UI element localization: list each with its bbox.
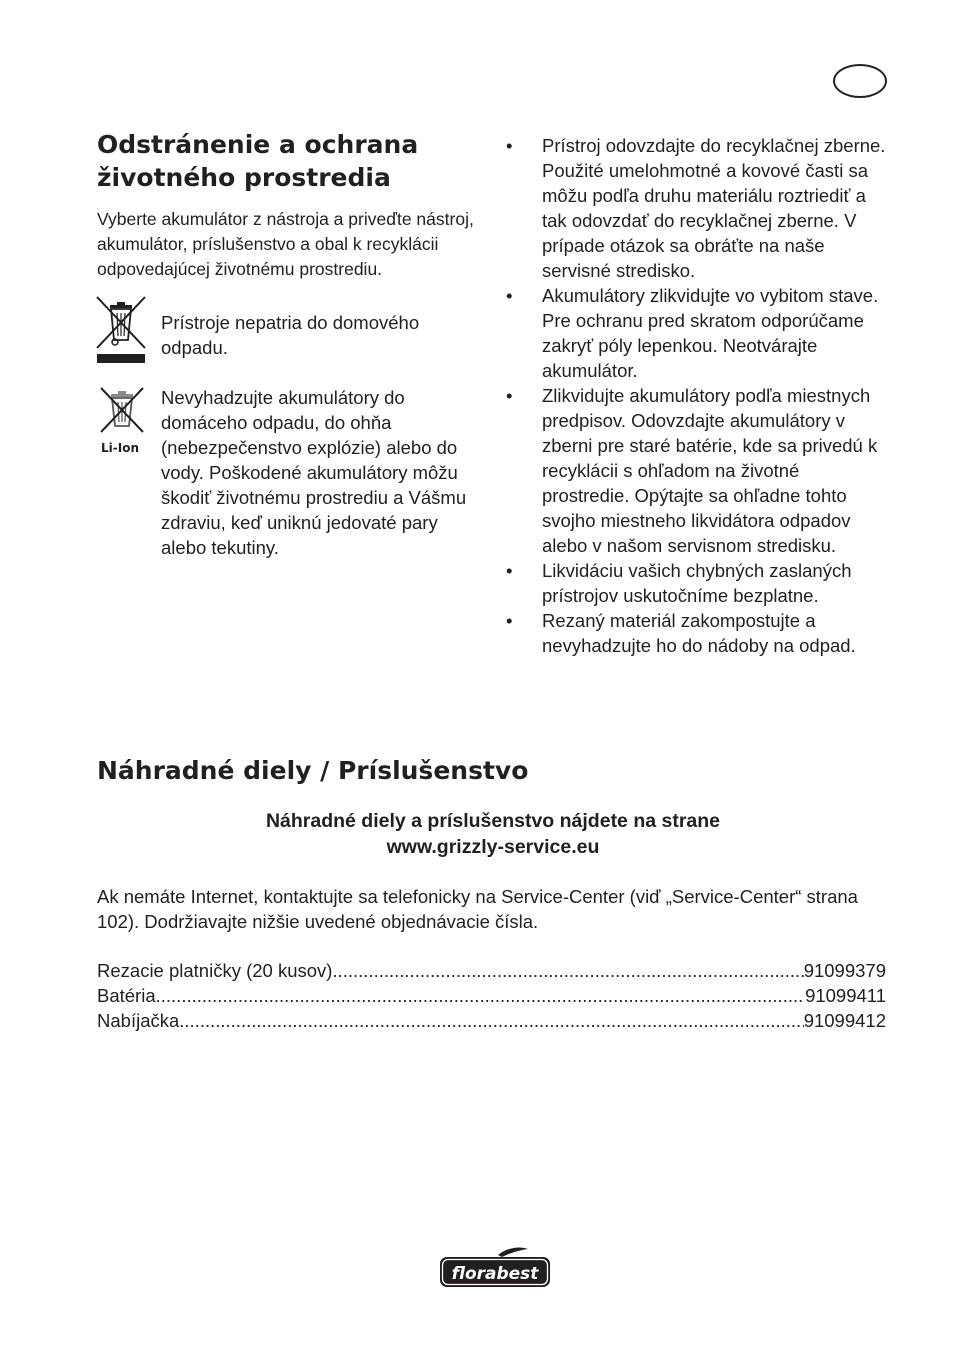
li-ion-label: Li-Ion [101, 441, 139, 455]
part-name: Rezacie platničky (20 kusov) [97, 960, 333, 981]
environment-heading: Odstránenie a ochrana životného prostredia [97, 130, 419, 192]
part-name: Nabíjačka [97, 1010, 180, 1031]
list-item [97, 983, 886, 1008]
bullet-dot: • [506, 385, 513, 406]
battery-note: Nevyhadzujte akumulátory do domáceho odpadu, do ohňa (nebezpečenstvo explózie) alebo do vody. Poškodené akumulátory môžu škodiť životnému prostrediu a Vášmu zdraviu, keď uniknú jedovaté pary alebo tekutiny. [161, 387, 467, 558]
language-badge [833, 64, 887, 98]
spare-parts-notice [97, 808, 889, 860]
parts-list [97, 958, 886, 1033]
list-item: • Prístroj odovzdajte do recyklačnej zberne. Použité umelohmotné a kovové časti sa môžu podľa druhu materiálu roztriediť a tak odovzdať do recyklačnej zberne. V prípade otázok sa obráťte na naše servisné stredisko. [506, 135, 886, 281]
list-item: • Likvidáciu vašich chybných zaslaných prístrojov uskutočníme bezplatne. [506, 560, 852, 606]
list-item: • Akumulátory zlikvidujte vo vybitom stave. Pre ochranu pred skratom odporúčame zakryť póly lepenkou. Neotvárajte akumulátor. [506, 285, 879, 381]
part-number: 91099379 [803, 960, 886, 981]
bullet-dot: • [506, 135, 513, 156]
disposal-bullet-list [506, 133, 891, 658]
environment-intro: Vyberte akumulátor z nástroja a priveďte nástroj, akumulátor, príslušenstvo a obal k recyklácii odpovedajúcej životnému prostrediu. [97, 209, 474, 279]
bullet-dot: • [506, 560, 513, 581]
list-item [97, 958, 886, 983]
bullet-dot: • [506, 610, 513, 631]
bin-note: Prístroje nepatria do domového odpadu. [161, 312, 420, 358]
contact-note: Ak nemáte Internet, kontaktujte sa telefonicky na Service-Center (viď „Service-Center“ strana 102). Dodržiavajte nižšie uvedené objednávacie čísla. [97, 886, 858, 932]
part-number: 91099411 [805, 985, 886, 1006]
bullet-dot: • [506, 285, 513, 306]
list-item: • Zlikvidujte akumulátory podľa miestnych predpisov. Odovzdajte akumulátory v zberni pre staré batérie, kde sa privedú k recyklácii s ohľadom na životné prostredie. Opýtajte sa ohľadne tohto svojho miestneho likvidátora odpadov alebo v našom servisnom stredisku. [506, 385, 878, 556]
crossed-bin-battery-icon [96, 386, 148, 436]
brand-wordmark: florabest [451, 1264, 539, 1284]
list-item: • Rezaný materiál zakompostujte a nevyhadzujte ho do nádoby na odpad. [506, 610, 856, 656]
service-url: www.grizzly-service.eu [386, 836, 600, 858]
spare-parts-heading: Náhradné diely / Príslušenstvo [97, 756, 529, 785]
crossed-bin-icon [96, 296, 146, 364]
dot-leader [156, 983, 805, 1008]
dot-leader [332, 958, 803, 983]
part-name: Batéria [97, 985, 156, 1006]
dot-leader [179, 1008, 803, 1033]
part-number: 91099412 [803, 1010, 886, 1031]
florabest-logo [438, 1245, 552, 1290]
notice-line-1: Náhradné diely a príslušenstvo nájdete na strane [265, 810, 721, 832]
list-item [97, 1008, 886, 1033]
li-ion-disposal-icon [96, 386, 148, 454]
